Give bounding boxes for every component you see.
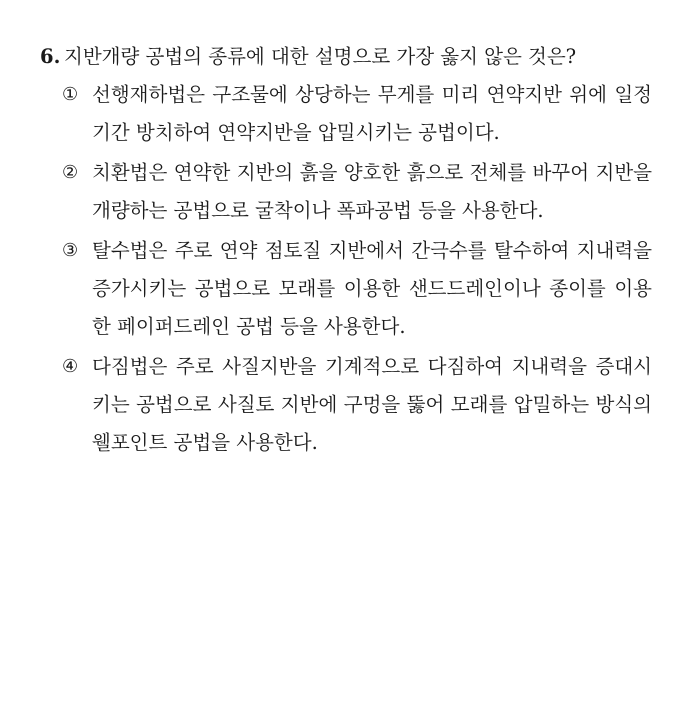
question-stem <box>40 38 652 76</box>
option-1[interactable] <box>62 76 652 152</box>
option-1-mark: ① <box>62 84 79 105</box>
option-2-text: 치환법은 연약한 지반의 흙을 양호한 흙으로 전체를 바꾸어 지반을 개량하는 공법으로 굴착이나 폭파공법 등을 사용한다. <box>92 161 652 222</box>
option-2[interactable] <box>62 154 652 230</box>
option-1-text: 선행재하법은 구조물에 상당하는 무게를 미리 연약지반 위에 일정 기간 방치하여 연약지반을 압밀시키는 공법이다. <box>92 83 652 144</box>
option-3-text: 탈수법은 주로 연약 점토질 지반에서 간극수를 탈수하여 지내력을 증가시키는 공법으로 모래를 이용한 샌드드레인이나 종이를 이용한 페이퍼드레인 공법 등을 사용한다. <box>92 239 652 338</box>
option-3[interactable] <box>62 232 652 346</box>
answer-options <box>40 76 652 462</box>
question-block <box>40 38 652 462</box>
option-4-mark: ④ <box>62 356 79 377</box>
question-number: 6. <box>40 45 61 68</box>
option-4[interactable] <box>62 348 652 462</box>
option-2-mark: ② <box>62 162 79 183</box>
option-3-mark: ③ <box>62 240 79 261</box>
option-4-text: 다짐법은 주로 사질지반을 기계적으로 다짐하여 지내력을 증대시키는 공법으로 사질토 지반에 구멍을 뚫어 모래를 압밀하는 방식의 웰포인트 공법을 사용한다. <box>92 355 652 454</box>
question-text: 지반개량 공법의 종류에 대한 설명으로 가장 옳지 않은 것은? <box>64 45 577 68</box>
